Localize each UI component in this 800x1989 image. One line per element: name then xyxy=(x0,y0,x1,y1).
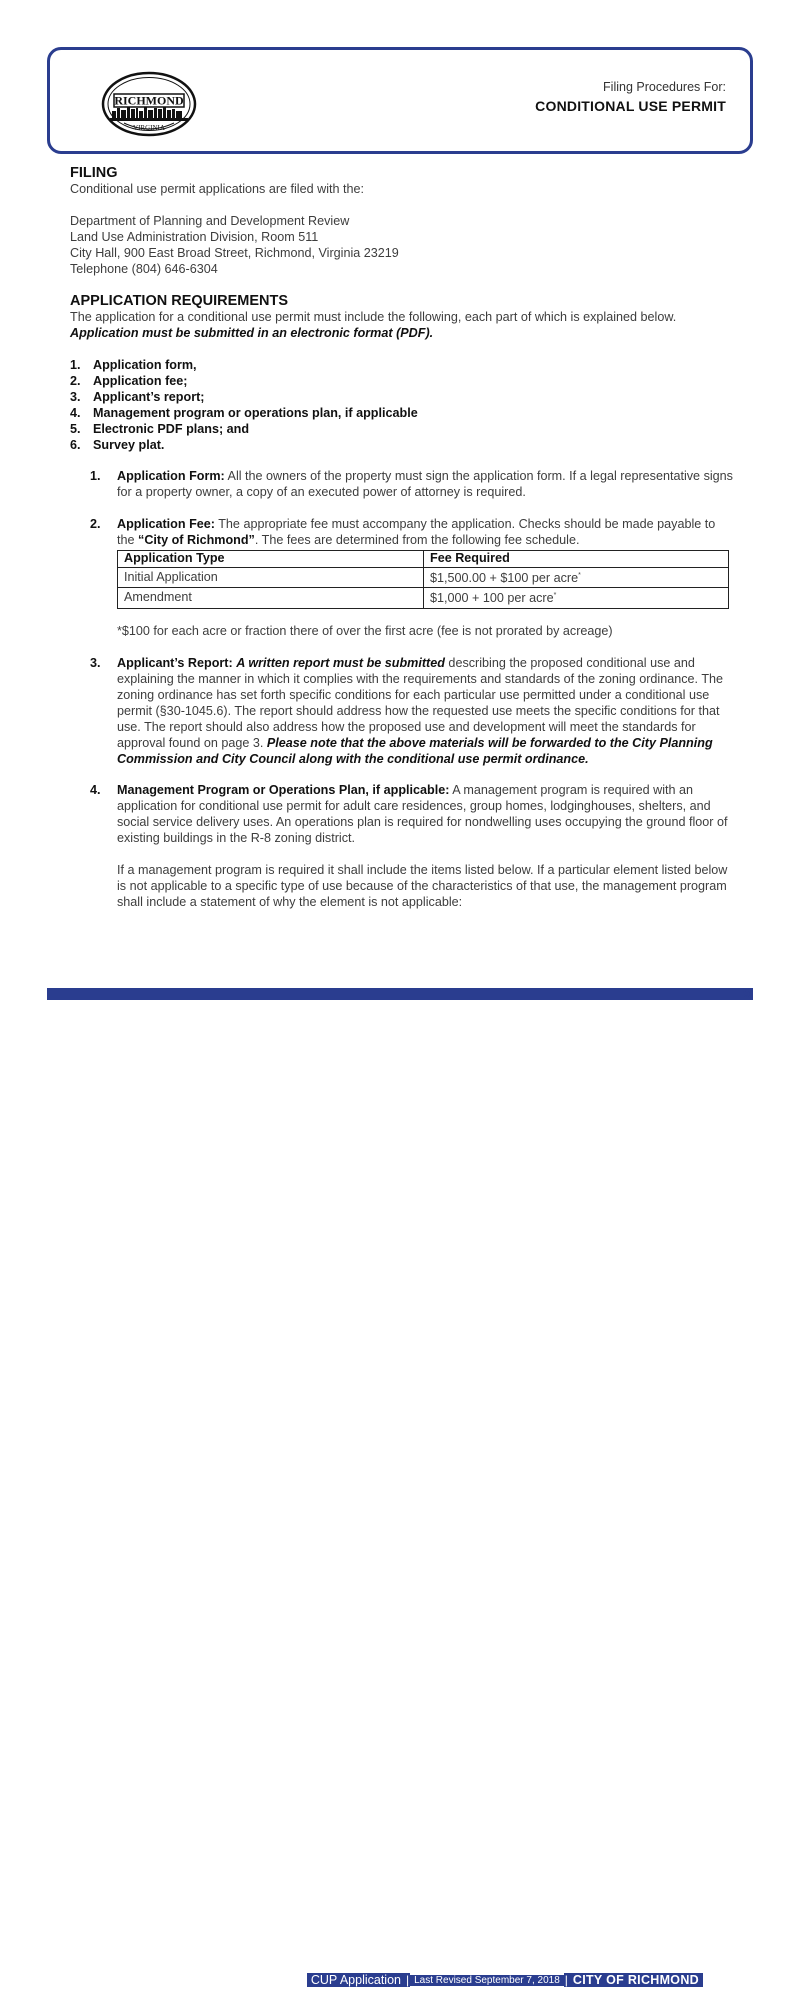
requirements-intro: The application for a conditional use permit must include the following, each part of which is explained below. Application must be submitted in an electronic format (PDF). xyxy=(70,310,677,341)
address-line: Land Use Administration Division, Room 511 xyxy=(70,229,319,244)
fee-footnote: *$100 for each acre or fraction there of over the first acre (fee is not prorated by acreage) xyxy=(117,624,613,639)
detail-application-fee: 2. Application Fee: The appropriate fee must accompany the application. Checks should be made payable to the “City of Richmond”. The fees are determined from the following fee schedule. Application Type Fee Required Initial Application $1,500.00 + $100 per acre* Amendment $1,000 + 100 per acre* *$100 for each acre or fraction there of over the first acre (fee is not prorated by acreage) xyxy=(90,517,735,640)
table-row xyxy=(118,568,729,588)
table-cell: Amendment xyxy=(118,588,424,608)
address-line: Department of Planning and Development Review xyxy=(70,213,350,228)
table-header: Fee Required xyxy=(424,550,729,568)
list-item: 3. Applicant’s report; xyxy=(70,389,205,404)
table-cell: $1,000 + 100 per acre* xyxy=(424,588,729,608)
footer-app-name: CUP Application xyxy=(307,1973,405,1987)
list-item: 4. Management program or operations plan, if applicable xyxy=(70,405,418,420)
document-title: CONDITIONAL USE PERMIT xyxy=(535,98,726,114)
footer-city: CITY OF RICHMOND xyxy=(569,1973,703,1987)
footer-bar xyxy=(47,988,753,1987)
svg-text:VIRGINIA: VIRGINIA xyxy=(133,124,165,132)
svg-text:RICHMOND: RICHMOND xyxy=(114,93,184,108)
list-item: 2. Application fee; xyxy=(70,373,188,388)
list-item: 5. Electronic PDF plans; and xyxy=(70,421,250,436)
address-line: City Hall, 900 East Broad Street, Richmond, Virginia 23219 xyxy=(70,245,399,260)
richmond-logo xyxy=(100,71,198,137)
requirements-heading: APPLICATION REQUIREMENTS xyxy=(70,293,289,310)
document-body xyxy=(70,165,735,911)
table-cell: $1,500.00 + $100 per acre* xyxy=(424,568,729,588)
filing-intro: Conditional use permit applications are filed with the: xyxy=(70,182,365,196)
requirements-list xyxy=(70,358,735,453)
detail-applicants-report: 3. Applicant’s Report: A written report must be submitted describing the proposed conditional use and explaining the manner in which it complies with the requirements and standards of the zoning ordinance. The zoning ordinance has set forth specific conditions for each particular use permitted under a conditional use permit (§30-1045.6). The report should address how the requested use meets the specific conditions for that use. The report should also address how the proposed use and development will meet the standards for approval found on page 3. Please note that the above materials will be forwarded to the City Planning Commission and City Council along with the conditional use permit ordinance. xyxy=(90,656,724,766)
footer-text: CUP Application | Last Revised September 7, 2018 | CITY OF RICHMOND xyxy=(307,1971,703,1989)
fee-table xyxy=(117,550,729,609)
page-number: 5 xyxy=(743,985,751,1000)
table-header: Application Type xyxy=(118,550,424,568)
header-box xyxy=(47,47,753,154)
detail-management-program: 4. Management Program or Operations Plan, if applicable: A management program is required with an application for conditional use permit for adult care residences, group homes, lodginghouses, shelters, and social service delivery uses. An operations plan is required for nondwelling uses occupying the ground floor of existing buildings in the R-8 zoning district. If a management program is required it shall include the items listed below. If a particular element listed below is not applicable to a specific type of use because of the characteristics of that use, the management program shall include a statement of why the element is not applicable: xyxy=(90,783,728,909)
table-row xyxy=(118,588,729,608)
detail-application-form: 1. Application Form: All the owners of the property must sign the application form. If a legal representative signs for a property owner, a copy of an executed power of attorney is required. xyxy=(90,469,733,500)
address-line: Telephone (804) 646-6304 xyxy=(70,261,218,276)
list-item: 6. Survey plat. xyxy=(70,437,165,452)
footer-revised-date: Last Revised September 7, 2018 xyxy=(410,1975,564,1986)
table-cell: Initial Application xyxy=(118,568,424,588)
filing-heading: FILING xyxy=(70,165,118,181)
table-header-row xyxy=(118,550,729,568)
list-item: 1. Application form, xyxy=(70,358,197,373)
filing-procedures-label: Filing Procedures For: xyxy=(603,80,726,94)
